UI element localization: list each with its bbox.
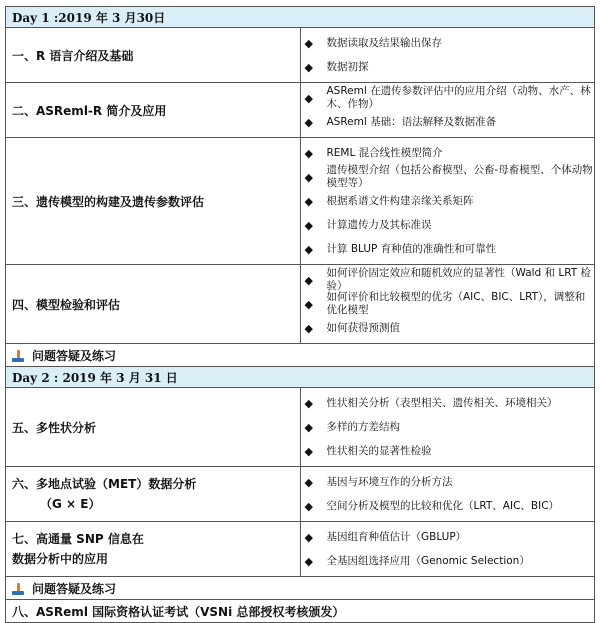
topic-multi-trait: 五、多性状分析 (6, 388, 301, 467)
topic-items (300, 467, 595, 522)
diamond-bullet-icon: ◆ (304, 194, 313, 208)
topic-items (300, 388, 595, 467)
diamond-bullet-icon: ◆ (304, 321, 313, 335)
topic-line: 数据分析中的应用 (12, 552, 109, 566)
topic-line: （G × E） (40, 497, 101, 511)
diamond-bullet-icon: ◆ (304, 499, 313, 513)
diamond-bullet-icon: ◆ (304, 218, 313, 232)
list-item: ◆ 多样的方差结构 (304, 420, 400, 434)
schedule-table (5, 6, 595, 623)
diamond-bullet-icon: ◆ (304, 297, 313, 311)
qa-cell (6, 577, 595, 600)
diamond-bullet-icon: ◆ (304, 146, 313, 160)
qa-label: 问题答疑及练习 (32, 581, 117, 596)
section-row (6, 265, 595, 344)
list-item: ◆ ASReml 在遗传参数评估中的应用介绍（动物、水产、林木、作物） (304, 85, 591, 110)
diamond-bullet-icon: ◆ (304, 60, 313, 74)
diamond-bullet-icon: ◆ (304, 444, 313, 458)
topic-items (300, 265, 595, 344)
day2-header: Day 2 : 2019 年 3 月 31 日 (6, 367, 595, 388)
section-row (6, 138, 595, 265)
day1-header-row (6, 7, 595, 28)
list-item: ◆ 根据系谱文件构建亲缘关系矩阵 (304, 194, 474, 208)
diamond-bullet-icon: ◆ (304, 170, 313, 184)
diamond-bullet-icon: ◆ (304, 530, 313, 544)
topic-genetic-model: 三、遗传模型的构建及遗传参数评估 (6, 138, 301, 265)
topic-items (300, 522, 595, 577)
qa-cell (6, 344, 595, 367)
diamond-bullet-icon: ◆ (304, 115, 313, 129)
topic-line: 七、高通量 SNP 信息在 (12, 532, 144, 546)
topic-met-analysis (6, 467, 301, 522)
list-item: ◆ REML 混合线性模型简介 (304, 146, 443, 160)
section-row (6, 522, 595, 577)
list-item: ◆ 全基因组选择应用（Genomic Selection） (304, 554, 530, 568)
day2-header-row (6, 367, 595, 388)
topic-items (300, 83, 595, 138)
list-item: ◆ 如何获得预测值 (304, 321, 400, 335)
diamond-bullet-icon: ◆ (304, 396, 313, 410)
list-item: ◆ 基因组育种值估计（GBLUP） (304, 530, 467, 544)
section-row (6, 388, 595, 467)
qa-row (6, 344, 595, 367)
qa-row (6, 577, 595, 600)
topic-r-basics: 一、R 语言介绍及基础 (6, 28, 301, 83)
list-item: ◆ 性状相关分析（表型相关、遗传相关、环境相关） (304, 396, 558, 410)
qa-pin-icon (12, 350, 24, 363)
topic-model-evaluation: 四、模型检验和评估 (6, 265, 301, 344)
topic-asreml-intro: 二、ASReml-R 简介及应用 (6, 83, 301, 138)
list-item: ◆ 数据读取及结果输出保存 (304, 36, 442, 50)
section-row (6, 28, 595, 83)
topic-line: 六、多地点试验（MET）数据分析 (12, 477, 197, 491)
qa-label: 问题答疑及练习 (32, 348, 117, 363)
diamond-bullet-icon: ◆ (304, 36, 313, 50)
list-item: ◆ 基因与环境互作的分析方法 (304, 475, 453, 489)
diamond-bullet-icon: ◆ (304, 273, 313, 287)
section-row (6, 83, 595, 138)
topic-items (300, 138, 595, 265)
list-item: ◆ ASReml 基础：语法解释及数据准备 (304, 115, 497, 129)
diamond-bullet-icon: ◆ (304, 475, 313, 489)
section-row (6, 467, 595, 522)
diamond-bullet-icon: ◆ (304, 242, 313, 256)
list-item: ◆ 性状相关的显著性检验 (304, 444, 432, 458)
diamond-bullet-icon: ◆ (304, 554, 313, 568)
topic-items (300, 28, 595, 83)
list-item: ◆ 如何评价固定效应和随机效应的显著性（Wald 和 LRT 检验） (304, 267, 592, 292)
qa-pin-icon (12, 583, 24, 596)
exam-row (6, 600, 595, 623)
diamond-bullet-icon: ◆ (304, 420, 313, 434)
list-item: ◆ 如何评价和比较模型的优劣（AIC、BIC、LRT），调整和优化模型 (304, 291, 586, 316)
list-item: ◆ 计算 BLUP 育种值的准确性和可靠性 (304, 242, 497, 256)
list-item: ◆ 计算遗传力及其标准误 (304, 218, 432, 232)
diamond-bullet-icon: ◆ (304, 91, 313, 105)
topic-snp-application (6, 522, 301, 577)
list-item: ◆ 空间分析及模型的比较和优化（LRT、AIC、BIC） (304, 499, 560, 513)
list-item: ◆ 数据初探 (304, 60, 369, 74)
day1-header: Day 1 :2019 年 3 月30日 (6, 7, 595, 28)
list-item: ◆ 遗传模型介绍（包括公畜模型、公畜-母畜模型、个体动物模型等） (304, 164, 593, 189)
exam-cell: 八、ASReml 国际资格认证考试（VSNi 总部授权考核颁发） (6, 600, 595, 623)
